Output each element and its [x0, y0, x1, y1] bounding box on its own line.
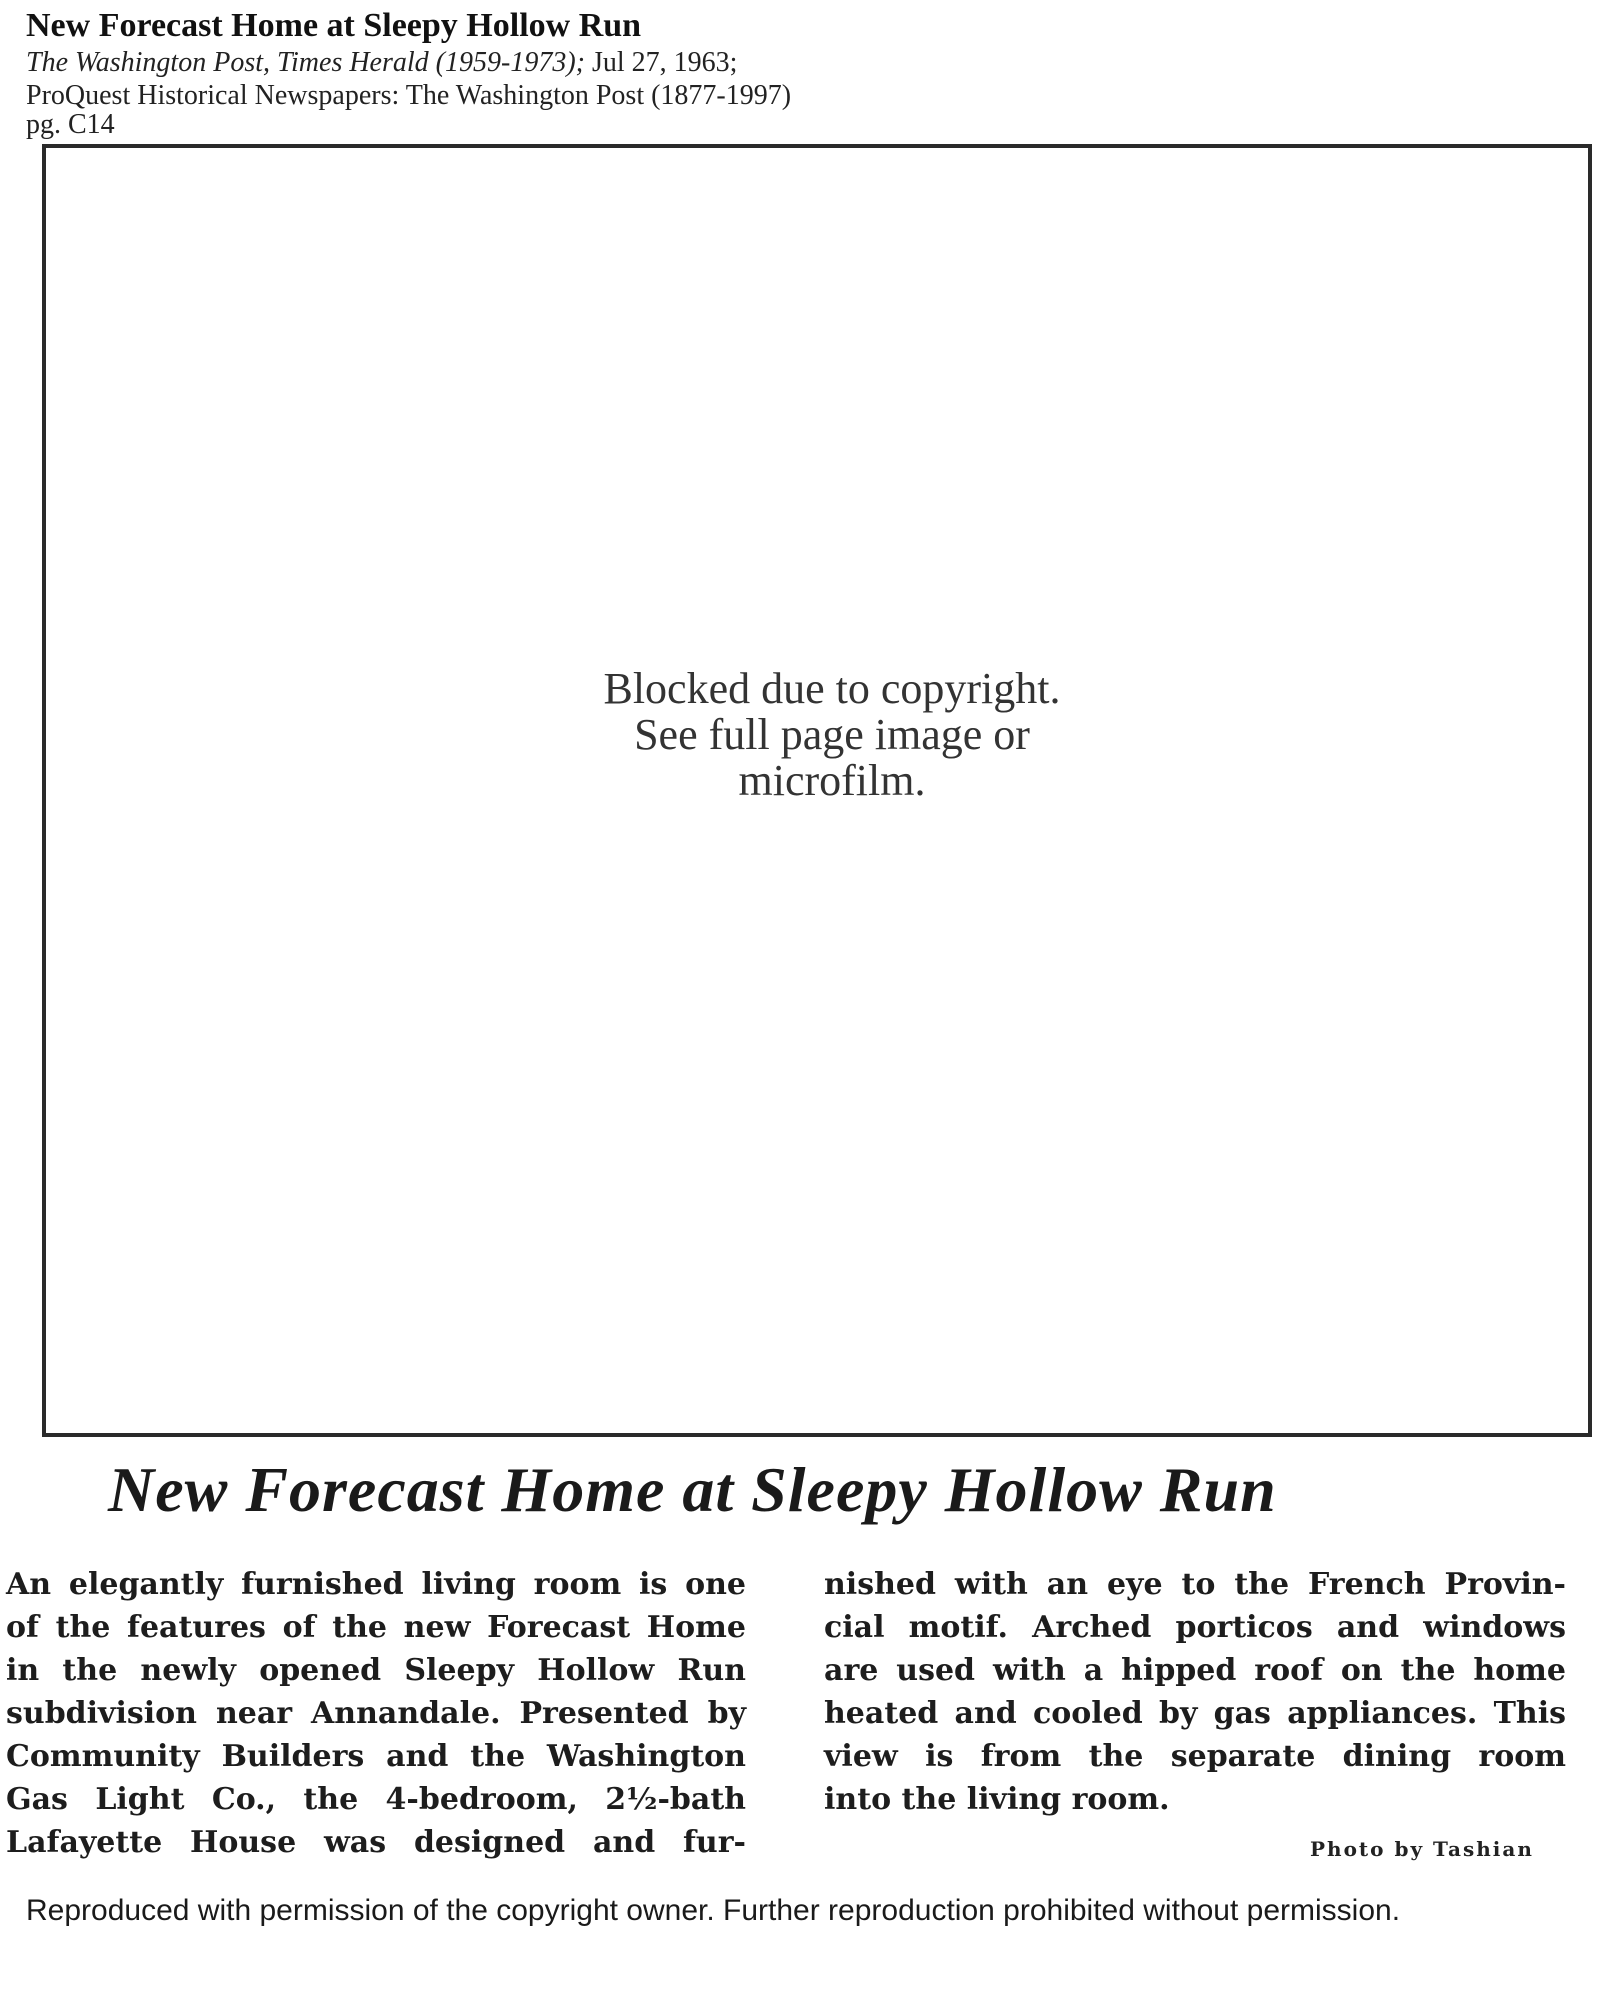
article-headline: New Forecast Home at Sleepy Hollow Run [108, 1454, 1277, 1525]
caption-line: heated and cooled by gas appliances. This [824, 1696, 1566, 1731]
citation-source: The Washington Post, Times Herald (1959-1973); [26, 47, 585, 78]
citation-source-line [26, 46, 1126, 79]
citation-header [26, 6, 1126, 138]
citation-date: Jul 27, 1963; [584, 47, 738, 78]
blocked-notice-line-3: microfilm. [738, 755, 926, 805]
caption-line: view is from the separate dining room [824, 1739, 1566, 1774]
caption-line: Lafayette House was designed and fur- [6, 1825, 746, 1860]
caption-line: in the newly opened Sleepy Hollow Run [6, 1653, 746, 1688]
caption-line: cial motif. Arched porticos and windows [824, 1610, 1566, 1645]
caption-line: An elegantly furnished living room is one [6, 1567, 746, 1602]
caption-line: Gas Light Co., the 4-bedroom, 2½-bath [6, 1782, 746, 1817]
caption-line: subdivision near Annandale. Presented by [6, 1696, 746, 1731]
blocked-image-frame [42, 144, 1592, 1437]
copyright-footer: Reproduced with permission of the copyright owner. Further reproduction prohibited without permission. [26, 1894, 1401, 1927]
caption-column-left [6, 1563, 746, 1864]
caption-line: of the features of the new Forecast Home [6, 1610, 746, 1645]
photo-credit: Photo by Tashian [1310, 1837, 1534, 1861]
caption-column-right [824, 1563, 1566, 1821]
blocked-notice-line-1: Blocked due to copyright. [603, 663, 1061, 713]
blocked-notice-line-2: See full page image or [634, 709, 1030, 759]
citation-database: ProQuest Historical Newspapers: The Washington Post (1877-1997) [26, 80, 792, 111]
caption-line: are used with a hipped roof on the home [824, 1653, 1566, 1688]
blocked-notice [603, 663, 1061, 805]
citation-page: pg. C14 [26, 109, 115, 140]
caption-line: nished with an eye to the French Provin- [824, 1567, 1566, 1602]
caption-line: Community Builders and the Washington [6, 1739, 746, 1774]
citation-title: New Forecast Home at Sleepy Hollow Run [26, 7, 642, 44]
caption-line: into the living room. [824, 1782, 1170, 1817]
